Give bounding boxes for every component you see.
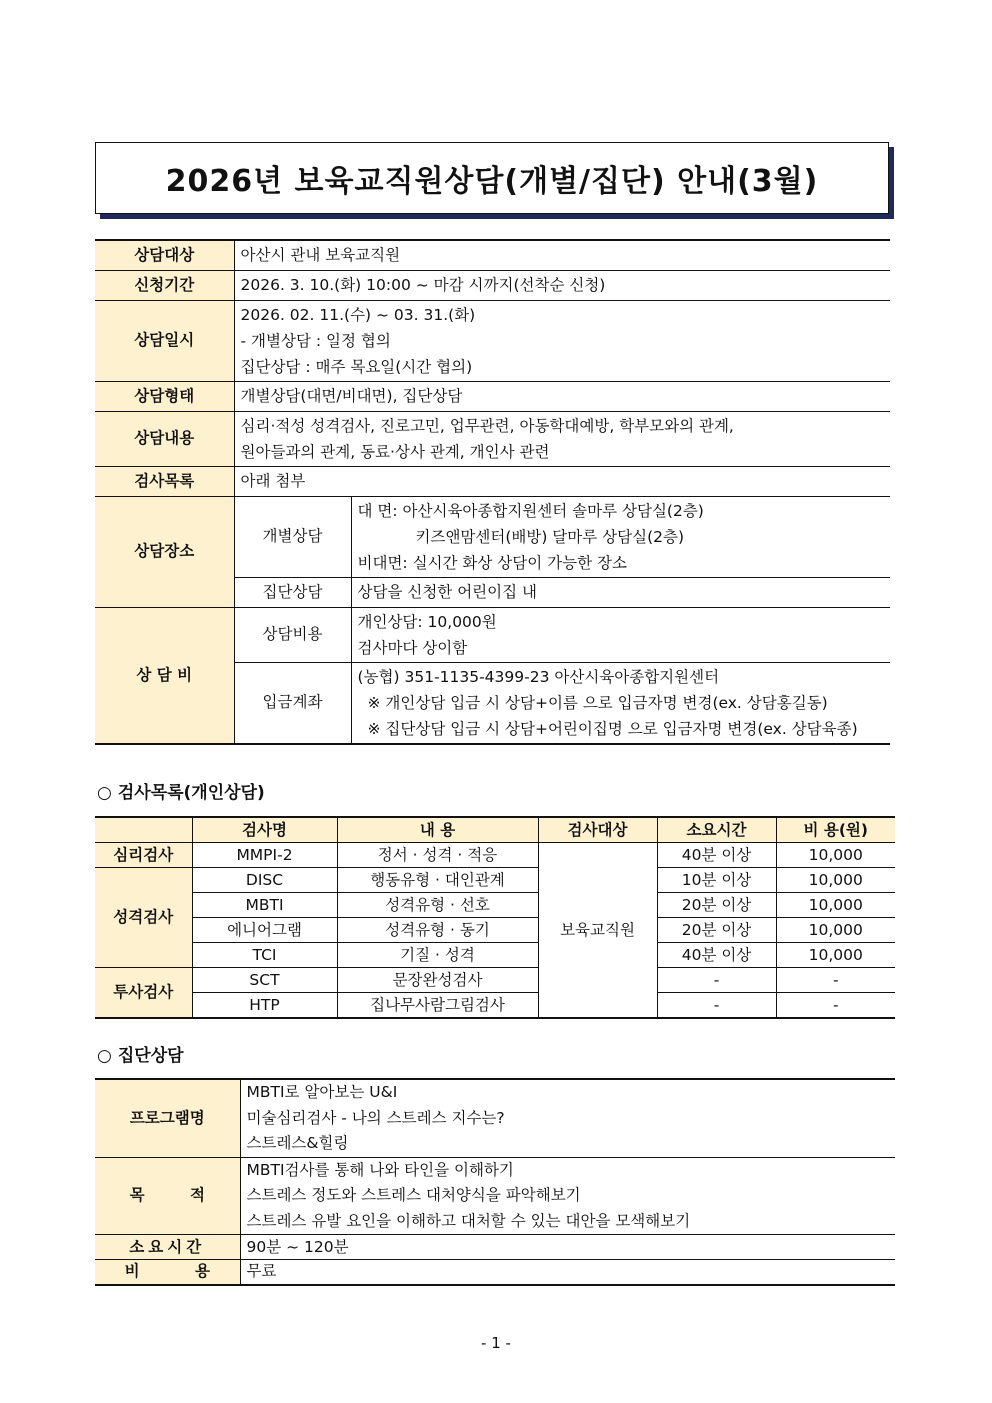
row-cost [95,1260,895,1285]
fee-cost-value [351,607,890,662]
content-line-2: 원아들과의 관계, 동료·상사 관계, 개인사 관련 [240,442,550,461]
header-target: 검사대상 [538,817,657,843]
test-cost: - [776,968,895,993]
category-cell: 투사검사 [95,968,192,1019]
fee-cost-label: 상담비용 [234,607,351,662]
test-content: 성격유형 · 동기 [337,918,538,943]
test-cost: 10,000 [776,868,895,893]
test-name: TCI [192,943,337,968]
header-cost: 비 용(원) [776,817,895,843]
group-section-title: 집단상담 [117,1046,184,1066]
page-number: - 1 - [481,1334,511,1352]
row-content [95,411,890,466]
test-time: 20분 이상 [657,893,776,918]
row-place-individual [95,496,890,577]
place-line-2: 키즈앤맘센터(배방) 달마루 상담실(2층) [415,527,685,546]
account-line-1: (농협) 351-1135-4399-23 아산시육아종합지원센터 [357,667,720,686]
content-label: 상담내용 [95,411,234,466]
program-line-1: MBTI로 알아보는 U&I [246,1083,398,1101]
category-cell: 심리검사 [95,843,192,868]
purpose-label: 목 적 [95,1157,240,1235]
test-cost: 10,000 [776,943,895,968]
row-apply [95,270,890,300]
test-content: 집나무사람그림검사 [337,993,538,1019]
time-label: 소요시간 [95,1235,240,1260]
test-cost: 10,000 [776,843,895,868]
place-line-3: 비대면: 실시간 화상 상담이 가능한 장소 [357,553,627,572]
tests-section-title: 검사목록(개인상담) [117,783,265,803]
table-row [95,993,895,1019]
test-time: 40분 이상 [657,843,776,868]
title-box [95,142,889,214]
row-type [95,381,890,411]
test-name: 에니어그램 [192,918,337,943]
header-name: 검사명 [192,817,337,843]
account-note-1: ※ 개인상담 입금 시 상담+이름 으로 입금자명 변경(ex. 상담홍길동) [367,693,828,712]
date-line-2: - 개별상담 : 일정 협의 [240,331,391,350]
test-time: - [657,993,776,1019]
program-label: 프로그램명 [95,1079,240,1157]
program-value [240,1079,895,1157]
content-value [234,411,890,466]
date-value [234,300,890,381]
account-note-2: ※ 집단상담 입금 시 상담+어린이집명 으로 입금자명 변경(ex. 상담육종) [367,719,858,738]
header-time: 소요시간 [657,817,776,843]
apply-label: 신청기간 [95,270,234,300]
purpose-line-1: MBTI검사를 통해 나와 타인을 이해하기 [246,1160,514,1179]
content-line-1: 심리·적성 성격검사, 진로고민, 업무관련, 아동학대예방, 학부모와의 관계, [240,416,734,435]
header-content: 내 용 [337,817,538,843]
list-value: 아래 첨부 [234,466,890,496]
row-time [95,1235,895,1260]
place-individual-label: 개별상담 [234,496,351,577]
test-name: MMPI-2 [192,843,337,868]
test-name: SCT [192,968,337,993]
target-value: 아산시 관내 보육교직원 [234,240,890,270]
program-line-2: 미술심리검사 - 나의 스트레스 지수는? [246,1108,505,1127]
cost-value: 무료 [240,1260,895,1285]
fee-cost-line-2: 검사마다 상이함 [357,638,468,657]
bullet-circle: ○ [97,783,112,803]
fee-cost-line-1: 개인상담: 10,000원 [357,612,497,631]
fee-account-value [351,662,890,744]
row-date [95,300,890,381]
category-cell: 성격검사 [95,868,192,968]
target-label: 상담대상 [95,240,234,270]
place-group-label: 집단상담 [234,577,351,607]
list-label: 검사목록 [95,466,234,496]
fee-label: 상 담 비 [95,607,234,744]
test-content: 행동유형 · 대인관계 [337,868,538,893]
type-label: 상담형태 [95,381,234,411]
row-purpose [95,1157,895,1235]
fee-account-label: 입금계좌 [234,662,351,744]
tests-header-row [95,817,895,843]
test-cost: 10,000 [776,918,895,943]
info-table [95,239,890,745]
test-time: - [657,968,776,993]
test-content: 정서 · 성격 · 적응 [337,843,538,868]
time-value: 90분 ~ 120분 [240,1235,895,1260]
test-content: 기질 · 성격 [337,943,538,968]
test-time: 40분 이상 [657,943,776,968]
tests-section-heading [97,778,265,803]
date-line-1: 2026. 02. 11.(수) ~ 03. 31.(화) [240,305,476,324]
purpose-line-3: 스트레스 유발 요인을 이해하고 대처할 수 있는 대안을 모색해보기 [246,1211,691,1230]
table-row [95,843,895,868]
group-table [95,1078,895,1286]
test-target: 보육교직원 [538,843,657,1019]
table-row [95,943,895,968]
cost-label: 비 용 [95,1260,240,1285]
test-cost: - [776,993,895,1019]
place-line-1: 대 면: 아산시육아종합지원센터 솔마루 상담실(2층) [357,501,704,520]
row-fee-cost [95,607,890,662]
table-row [95,968,895,993]
test-name: MBTI [192,893,337,918]
bullet-circle: ○ [97,1046,112,1066]
date-label: 상담일시 [95,300,234,381]
table-row [95,893,895,918]
page-title: 2026년 보육교직원상담(개별/집단) 안내(3월) [165,164,819,199]
tests-table [95,816,895,1019]
place-group-value: 상담을 신청한 어린이집 내 [351,577,890,607]
date-line-3: 집단상담 : 매주 목요일(시간 협의) [240,357,473,376]
place-individual-value [351,496,890,577]
type-value: 개별상담(대면/비대면), 집단상담 [234,381,890,411]
test-time: 10분 이상 [657,868,776,893]
table-row [95,868,895,893]
group-section-heading [97,1041,184,1066]
purpose-value [240,1157,895,1235]
test-name: HTP [192,993,337,1019]
test-cost: 10,000 [776,893,895,918]
test-time: 20분 이상 [657,918,776,943]
row-target [95,240,890,270]
test-content: 문장완성검사 [337,968,538,993]
apply-value: 2026. 3. 10.(화) 10:00 ~ 마감 시까지(선착순 신청) [234,270,890,300]
row-list [95,466,890,496]
test-content: 성격유형 · 선호 [337,893,538,918]
test-name: DISC [192,868,337,893]
place-label: 상담장소 [95,496,234,607]
header-blank [95,817,192,843]
purpose-line-2: 스트레스 정도와 스트레스 대처양식을 파악해보기 [246,1186,581,1204]
program-line-3: 스트레스&힐링 [246,1134,349,1152]
table-row [95,918,895,943]
row-program [95,1079,895,1157]
